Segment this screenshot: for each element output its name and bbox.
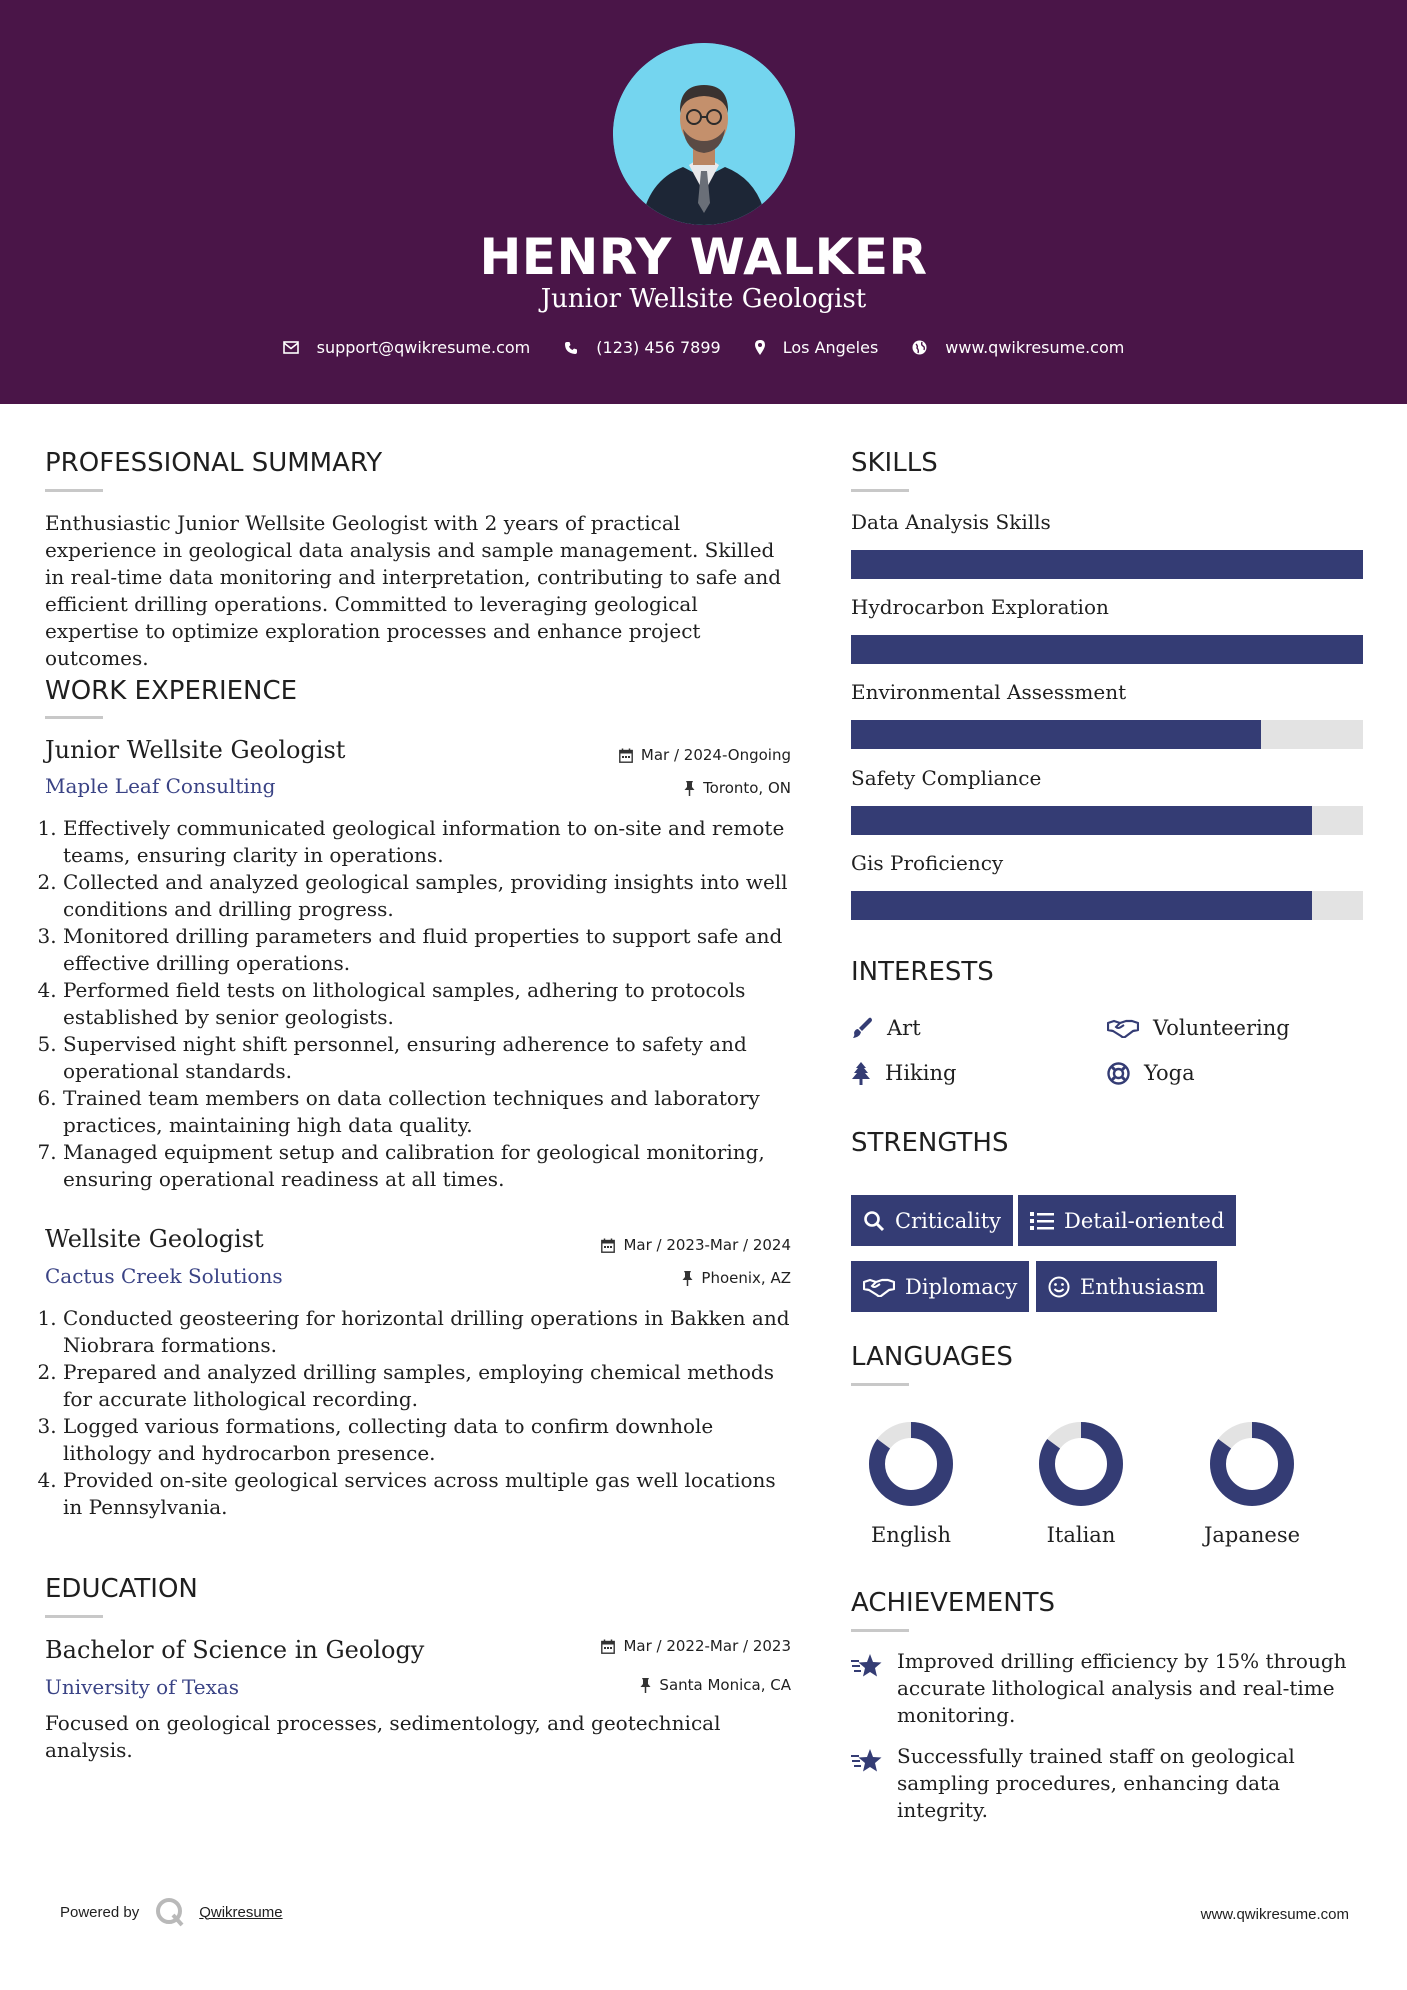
resume-header bbox=[0, 0, 1407, 404]
location-text: Los Angeles bbox=[782, 338, 879, 357]
summary-heading: PROFESSIONAL SUMMARY bbox=[45, 448, 383, 478]
divider bbox=[851, 1629, 909, 1632]
job-location bbox=[682, 1269, 791, 1287]
company-name: Maple Leaf Consulting bbox=[45, 774, 276, 798]
strength-label: Detail-oriented bbox=[1064, 1208, 1225, 1233]
job-title: Junior Wellsite Geologist bbox=[45, 736, 346, 764]
phone-icon bbox=[564, 341, 578, 355]
skill-bar bbox=[851, 720, 1363, 749]
strength-label: Criticality bbox=[895, 1208, 1001, 1233]
achievement-text: Successfully trained staff on geological sampling procedures, enhancing data integrity. bbox=[897, 1744, 1295, 1822]
skill-bar-fill bbox=[851, 891, 1312, 920]
interest-label: Volunteering bbox=[1153, 1016, 1290, 1040]
skill-bar-fill bbox=[851, 550, 1363, 579]
star-award-icon bbox=[851, 1747, 883, 1773]
powered-by-text: Powered by bbox=[60, 1903, 140, 1921]
divider bbox=[45, 489, 103, 492]
profile-photo bbox=[613, 43, 795, 225]
skill-label: Gis Proficiency bbox=[851, 851, 1004, 875]
job-location-text: Phoenix, AZ bbox=[701, 1269, 791, 1287]
brand-link[interactable]: Qwikresume bbox=[199, 1903, 283, 1921]
list-item: 2. Prepared and analyzed drilling samples, employing chemical methods for accurate lithological recording. bbox=[63, 1359, 792, 1413]
strength-badge bbox=[1036, 1261, 1217, 1312]
experience-heading: WORK EXPERIENCE bbox=[45, 676, 298, 706]
education-dates bbox=[601, 1637, 791, 1655]
website-text: www.qwikresume.com bbox=[945, 338, 1125, 357]
pushpin-icon bbox=[640, 1678, 651, 1693]
strengths-heading: STRENGTHS bbox=[851, 1128, 1009, 1158]
map-pin-icon bbox=[755, 340, 765, 355]
job-location-text: Toronto, ON bbox=[703, 779, 791, 797]
education-dates-text: Mar / 2022-Mar / 2023 bbox=[623, 1637, 791, 1655]
school-name: University of Texas bbox=[45, 1675, 240, 1699]
job-title: Wellsite Geologist bbox=[45, 1225, 264, 1253]
handshake-icon bbox=[863, 1277, 895, 1297]
paintbrush-icon bbox=[851, 1017, 873, 1039]
divider bbox=[45, 1615, 103, 1618]
divider bbox=[45, 716, 103, 719]
candidate-name: HENRY WALKER bbox=[479, 228, 928, 286]
interests-heading: INTERESTS bbox=[851, 957, 994, 987]
smile-icon bbox=[1048, 1276, 1070, 1298]
skill-bar bbox=[851, 635, 1363, 664]
interest-label: Hiking bbox=[885, 1061, 957, 1085]
job-dates-text: Mar / 2024-Ongoing bbox=[640, 746, 791, 764]
job-responsibilities bbox=[42, 1305, 792, 1521]
job-location bbox=[684, 779, 791, 797]
achievement-item bbox=[851, 1743, 1361, 1824]
education-location-text: Santa Monica, CA bbox=[659, 1676, 791, 1694]
skill-bar bbox=[851, 891, 1363, 920]
list-item: 6. Trained team members on data collection techniques and laboratory practices, maintaining high data quality. bbox=[63, 1085, 792, 1139]
list-item: 2. Collected and analyzed geological samples, providing insights into well conditions and drilling progress. bbox=[63, 869, 792, 923]
divider bbox=[851, 1383, 909, 1386]
language-label: English bbox=[870, 1523, 952, 1547]
contact-location bbox=[755, 338, 879, 357]
list-item: 1. Effectively communicated geological information to on-site and remote teams, ensuring clarity in operations. bbox=[63, 815, 792, 869]
interest-label: Art bbox=[887, 1016, 921, 1040]
pushpin-icon bbox=[682, 1271, 693, 1286]
interest-label: Yoga bbox=[1144, 1061, 1195, 1085]
degree-title: Bachelor of Science in Geology bbox=[45, 1636, 425, 1664]
candidate-title: Junior Wellsite Geologist bbox=[540, 284, 867, 314]
star-award-icon bbox=[851, 1652, 883, 1678]
summary-text: Enthusiastic Junior Wellsite Geologist with 2 years of practical experience in geological data analysis and sample management. Skilled in real-time data monitoring and interpretation, contributing to safe and efficient drilling operations. Committed to leveraging geological expertise to optimize exploration processes and enhance project outcomes. bbox=[45, 511, 782, 670]
list-item: 7. Managed equipment setup and calibration for geological monitoring, ensuring operational readiness at all times. bbox=[63, 1139, 792, 1193]
footer-website[interactable]: www.qwikresume.com bbox=[1200, 1906, 1349, 1923]
skill-bar bbox=[851, 806, 1363, 835]
skill-label: Hydrocarbon Exploration bbox=[851, 595, 1109, 619]
achievements-heading: ACHIEVEMENTS bbox=[851, 1588, 1056, 1618]
globe-icon bbox=[912, 340, 927, 355]
list-item: 3. Monitored drilling parameters and fluid properties to support safe and effective drilling operations. bbox=[63, 923, 792, 977]
strength-label: Diplomacy bbox=[905, 1274, 1018, 1299]
education-location bbox=[640, 1676, 791, 1694]
strength-badge bbox=[851, 1261, 1029, 1312]
list-item: 4. Performed field tests on lithological samples, adhering to protocols established by senior geologists. bbox=[63, 977, 792, 1031]
languages-heading: LANGUAGES bbox=[851, 1342, 1013, 1372]
envelope-icon bbox=[283, 341, 299, 354]
achievement-text: Improved drilling efficiency by 15% through accurate lithological analysis and real-time monitoring. bbox=[897, 1649, 1347, 1727]
calendar-icon bbox=[619, 748, 633, 763]
handshake-icon bbox=[1107, 1018, 1139, 1038]
calendar-icon bbox=[601, 1238, 615, 1253]
strength-label: Enthusiasm bbox=[1080, 1274, 1206, 1299]
language-label: Japanese bbox=[1203, 1523, 1301, 1547]
phone-text: (123) 456 7899 bbox=[596, 338, 721, 357]
email-text: support@qwikresume.com bbox=[316, 338, 531, 357]
contact-phone[interactable] bbox=[564, 338, 720, 357]
list-item: 4. Provided on-site geological services across multiple gas well locations in Pennsylvania. bbox=[63, 1467, 792, 1521]
job-dates bbox=[601, 1236, 791, 1254]
skill-label: Data Analysis Skills bbox=[851, 510, 1051, 534]
achievement-item bbox=[851, 1648, 1361, 1729]
job-responsibilities bbox=[42, 815, 792, 1193]
language-donut bbox=[1038, 1421, 1124, 1507]
search-icon bbox=[863, 1210, 885, 1232]
language-donut bbox=[868, 1421, 954, 1507]
education-description: Focused on geological processes, sedimentology, and geotechnical analysis. bbox=[45, 1711, 721, 1762]
skill-bar-fill bbox=[851, 635, 1363, 664]
tree-icon bbox=[851, 1062, 871, 1085]
footer-branding bbox=[60, 1897, 283, 1927]
contact-website[interactable] bbox=[912, 338, 1124, 357]
job-dates-text: Mar / 2023-Mar / 2024 bbox=[623, 1236, 791, 1254]
skills-heading: SKILLS bbox=[851, 448, 938, 478]
list-item: 5. Supervised night shift personnel, ensuring adherence to safety and operational standards. bbox=[63, 1031, 792, 1085]
divider bbox=[851, 489, 909, 492]
contact-bar bbox=[0, 338, 1407, 357]
language-donut bbox=[1209, 1421, 1295, 1507]
qwikresume-logo-icon bbox=[155, 1897, 185, 1927]
list-item: 1. Conducted geosteering for horizontal drilling operations in Bakken and Niobrara formations. bbox=[63, 1305, 792, 1359]
strength-badge bbox=[1018, 1195, 1236, 1246]
calendar-icon bbox=[601, 1639, 615, 1654]
list-icon bbox=[1030, 1211, 1054, 1231]
skill-label: Safety Compliance bbox=[851, 766, 1042, 790]
company-name: Cactus Creek Solutions bbox=[45, 1264, 283, 1288]
education-heading: EDUCATION bbox=[45, 1574, 198, 1604]
pushpin-icon bbox=[684, 781, 695, 796]
interest-item bbox=[1107, 1016, 1290, 1040]
list-item: 3. Logged various formations, collecting data to confirm downhole lithology and hydrocarbon presence. bbox=[63, 1413, 792, 1467]
language-label: Italian bbox=[1046, 1523, 1116, 1547]
strength-badge bbox=[851, 1195, 1013, 1246]
skill-bar bbox=[851, 550, 1363, 579]
interest-item bbox=[851, 1061, 956, 1085]
lifering-icon bbox=[1107, 1062, 1130, 1085]
interest-item bbox=[1107, 1061, 1195, 1085]
skill-bar-fill bbox=[851, 806, 1312, 835]
interest-item bbox=[851, 1016, 921, 1040]
contact-email[interactable] bbox=[283, 338, 531, 357]
job-dates bbox=[619, 746, 791, 764]
skill-label: Environmental Assessment bbox=[851, 680, 1127, 704]
skill-bar-fill bbox=[851, 720, 1261, 749]
